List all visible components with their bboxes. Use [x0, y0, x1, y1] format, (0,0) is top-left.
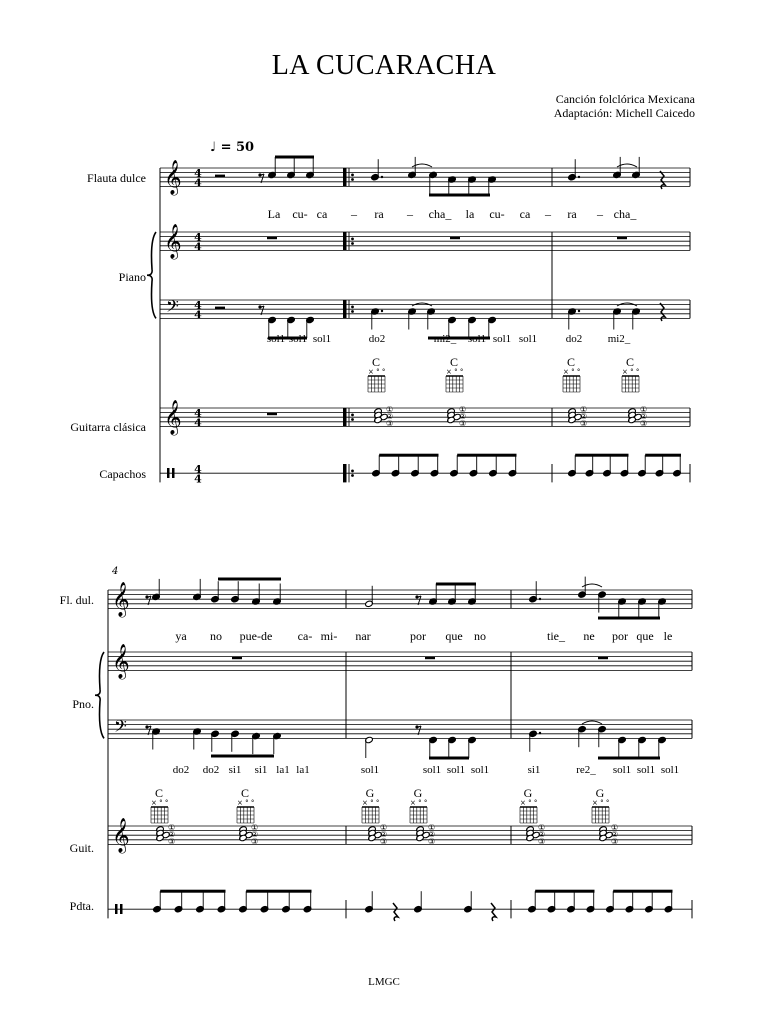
beam [211, 755, 274, 758]
note-name-label: sol1 [266, 333, 286, 345]
note-name-label: do2 [172, 764, 190, 776]
string-number: ① [611, 823, 619, 832]
beam [429, 757, 469, 760]
treble-clef-icon: 𝄞 [112, 644, 130, 679]
repeat-barline [343, 408, 347, 426]
half-rest [215, 175, 225, 178]
lyric-syllable: – [597, 207, 603, 221]
instrument-flute-label: Flauta dulce [87, 171, 146, 185]
string-number: ① [580, 405, 588, 414]
string-number: ③ [640, 419, 648, 428]
string-number: ① [640, 405, 648, 414]
percussion-clef-icon [167, 468, 170, 478]
repeat-barline [343, 232, 347, 250]
beam [246, 890, 311, 893]
lyric-syllable: tie_ [547, 629, 565, 643]
beam [575, 454, 628, 457]
arranger-line: Adaptación: Michell Caicedo [553, 106, 695, 120]
dot [578, 176, 580, 178]
lyric-syllable: por [410, 629, 426, 643]
note-name-label: sol1 [492, 333, 512, 345]
beam [613, 890, 672, 893]
note-name-label: mi2_ [607, 333, 631, 345]
note-name-label: sol1 [288, 333, 308, 345]
note-name-label: do2 [565, 333, 583, 345]
lyric-syllable: ra [567, 207, 577, 221]
quarter-rest [491, 903, 496, 921]
chord-marks: × ° ° [563, 368, 581, 376]
time-signature: 4 [194, 463, 202, 476]
quarter-rest [393, 903, 398, 921]
repeat-dot [351, 238, 354, 241]
time-signature: 4 [194, 308, 202, 322]
lyric-syllable: que [445, 629, 463, 643]
dot [578, 310, 580, 312]
lyric-syllable: no [474, 629, 486, 643]
repeat-barline [343, 300, 347, 318]
lyric-syllable: cha_ [428, 207, 452, 221]
piano-brace [95, 652, 104, 738]
lyric-syllable: que [636, 629, 654, 643]
chord-marks: × ° ° [237, 799, 255, 807]
chord-marks: × ° ° [520, 799, 538, 807]
beam [598, 757, 660, 760]
chord-marks: × ° ° [592, 799, 610, 807]
note-name-label: la1 [276, 764, 290, 776]
beam [218, 578, 281, 581]
note-name-label: sol1 [470, 764, 490, 776]
note-name-label: re2_ [576, 764, 596, 776]
note-name-label: sol1 [312, 333, 332, 345]
string-number: ① [538, 823, 546, 832]
string-number: ② [611, 830, 619, 839]
string-number: ③ [611, 837, 619, 846]
footer-text: LMGC [368, 976, 400, 988]
repeat-dot [351, 474, 354, 477]
time-signature: 4 [194, 407, 202, 420]
whole-rest [267, 237, 277, 240]
repeat-dot [351, 310, 354, 313]
lyric-syllable: nar [355, 629, 371, 643]
beam [645, 454, 681, 457]
repeat-dot [351, 414, 354, 417]
instrument-guitar-label: Guitarra clásica [70, 420, 146, 434]
time-signature: 4 [194, 176, 202, 190]
repeat-barline [343, 168, 347, 186]
lyric-syllable: cu- [489, 207, 505, 221]
instrument-piano-abbr-label: Pno. [72, 697, 94, 711]
string-number: ② [459, 412, 467, 421]
tempo-mark: ♩ = 50 [209, 140, 255, 155]
chord-diagram: C [154, 786, 164, 800]
measure-number: 4 [112, 566, 119, 577]
chord-diagram: C [240, 786, 250, 800]
note-name-label: sol1 [636, 764, 656, 776]
note-name-label: la1 [296, 764, 310, 776]
time-signature: 4 [194, 299, 202, 312]
string-number: ③ [380, 837, 388, 846]
instrument-flute-abbr-label: Fl. dul. [59, 593, 94, 607]
lyric-syllable: cu- [292, 207, 308, 221]
note-name-label: sol1 [518, 333, 538, 345]
note-name-label: si1 [254, 764, 268, 776]
repeat-dot [351, 306, 354, 309]
string-number: ③ [251, 837, 259, 846]
string-number: ① [386, 405, 394, 414]
chord-diagram: C [371, 355, 381, 369]
whole-rest [232, 657, 242, 660]
string-number: ② [640, 412, 648, 421]
chord-diagram: G [365, 786, 375, 800]
string-number: ① [251, 823, 259, 832]
repeat-dot [351, 470, 354, 473]
lyric-syllable: ca- [297, 629, 313, 643]
treble-clef-icon: 𝄞 [112, 582, 130, 617]
string-number: ① [168, 823, 176, 832]
beam [535, 890, 594, 893]
lyric-syllable: – [407, 207, 413, 221]
lyric-syllable: – [351, 207, 357, 221]
beam [275, 156, 314, 159]
lyric-syllable: mi- [320, 629, 338, 643]
beam [429, 194, 490, 197]
string-number: ② [428, 830, 436, 839]
chord-marks: × ° ° [446, 368, 464, 376]
percussion-clef-icon [115, 904, 118, 914]
page-title: LA CUCARACHA [271, 50, 497, 81]
beam [436, 583, 476, 586]
repeat-dot [351, 418, 354, 421]
lyric-syllable: – [545, 207, 551, 221]
whole-rest [450, 237, 460, 240]
lyric-syllable: ca [316, 207, 328, 221]
instrument-perc-abbr-label: Pdta. [69, 899, 94, 913]
chord-diagram: G [523, 786, 533, 800]
half-rest [215, 307, 225, 310]
chord-diagram: C [566, 355, 576, 369]
chord-marks: × ° ° [368, 368, 386, 376]
beam [160, 890, 225, 893]
string-number: ② [380, 830, 388, 839]
repeat-dot [351, 242, 354, 245]
lyric-syllable: ya [175, 629, 187, 643]
percussion-clef-icon [120, 904, 123, 914]
repeat-dot [351, 174, 354, 177]
lyric-syllable: le [663, 629, 673, 643]
string-number: ③ [459, 419, 467, 428]
lyric-syllable: ra [374, 207, 384, 221]
string-number: ③ [428, 837, 436, 846]
lyric-syllable: la [465, 207, 475, 221]
lyric-syllable: no [210, 629, 222, 643]
string-number: ③ [580, 419, 588, 428]
dot [539, 598, 541, 600]
chord-marks: × ° ° [410, 799, 428, 807]
lyric-syllable: por [612, 629, 628, 643]
lyric-syllable: ca [519, 207, 531, 221]
string-number: ② [251, 830, 259, 839]
note-name-label: do2 [368, 333, 386, 345]
time-signature: 4 [194, 231, 202, 244]
note-name-label: sol1 [660, 764, 680, 776]
instrument-guitar-abbr-label: Guit. [69, 841, 94, 855]
time-signature: 4 [194, 416, 202, 430]
chord-diagram: C [625, 355, 635, 369]
dot [381, 310, 383, 312]
lyric-syllable: La [267, 207, 281, 221]
string-number: ① [459, 405, 467, 414]
note-name-label: sol1 [467, 333, 487, 345]
dot [381, 176, 383, 178]
treble-clef-icon: 𝄞 [112, 818, 130, 853]
note-name-label: mi2_ [433, 333, 457, 345]
repeat-barline [343, 464, 347, 482]
lyric-syllable: ne [583, 629, 595, 643]
percussion-clef-icon [172, 468, 175, 478]
bass-clef-icon: 𝄢 [166, 296, 179, 320]
note-name-label: sol1 [446, 764, 466, 776]
string-number: ③ [168, 837, 176, 846]
time-signature: 4 [194, 167, 202, 180]
chord-diagram: G [413, 786, 423, 800]
string-number: ③ [538, 837, 546, 846]
treble-clef-icon: 𝄞 [164, 160, 182, 195]
time-signature: 4 [194, 472, 202, 486]
chord-diagram: C [449, 355, 459, 369]
beam [457, 454, 516, 457]
whole-rest [425, 657, 435, 660]
whole-rest [617, 237, 627, 240]
dot [539, 732, 541, 734]
instrument-piano-label: Piano [118, 270, 146, 284]
treble-clef-icon: 𝄞 [164, 400, 182, 435]
string-number: ① [428, 823, 436, 832]
whole-rest [598, 657, 608, 660]
tie [582, 721, 602, 724]
beam [379, 454, 438, 457]
note-name-label: sol1 [360, 764, 380, 776]
string-number: ① [380, 823, 388, 832]
instrument-capachos-label: Capachos [99, 467, 146, 481]
treble-clef-icon: 𝄞 [164, 224, 182, 259]
lyric-syllable: pue-de [239, 629, 273, 643]
string-number: ② [538, 830, 546, 839]
piano-brace [147, 232, 156, 318]
chord-marks: × ° ° [622, 368, 640, 376]
note-name-label: do2 [202, 764, 220, 776]
chord-marks: × ° ° [151, 799, 169, 807]
bass-clef-icon: 𝄢 [114, 716, 127, 740]
chord-marks: × ° ° [362, 799, 380, 807]
string-number: ② [168, 830, 176, 839]
string-number: ② [580, 412, 588, 421]
chord-diagram: G [595, 786, 605, 800]
beam [598, 617, 660, 620]
string-number: ③ [386, 419, 394, 428]
note-name-label: si1 [527, 764, 541, 776]
whole-rest [267, 413, 277, 416]
composer-line: Canción folclórica Mexicana [555, 92, 695, 106]
repeat-dot [351, 178, 354, 181]
note-name-label: sol1 [422, 764, 442, 776]
time-signature: 4 [194, 240, 202, 254]
lyric-syllable: cha_ [613, 207, 637, 221]
note-name-label: sol1 [612, 764, 632, 776]
string-number: ② [386, 412, 394, 421]
note-name-label: si1 [228, 764, 242, 776]
